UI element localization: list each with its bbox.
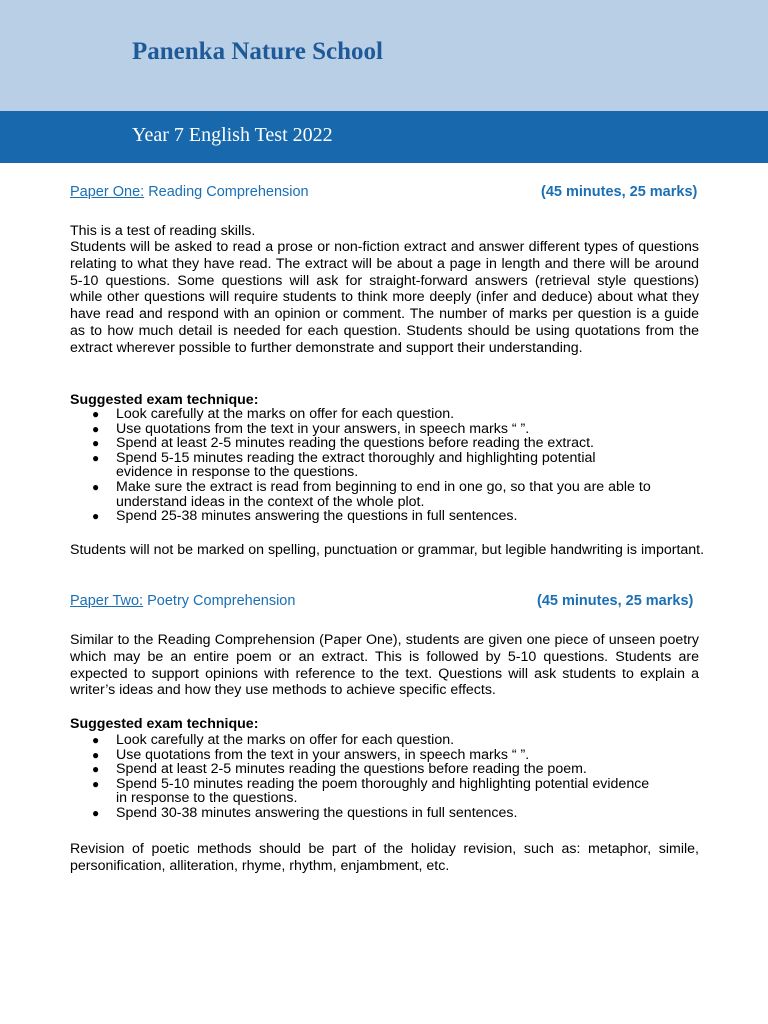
bullet-icon: ● — [92, 450, 100, 465]
test-title: Year 7 English Test 2022 — [132, 124, 333, 146]
list-item: ● Spend 5-15 minutes reading the extract thoroughly and highlighting potential evidence in response to the questions. — [92, 449, 596, 481]
list-item: ● Look carefully at the marks on offer for each question. — [92, 732, 455, 748]
list-item: ● Make sure the extract is read from beginning to end in one go, so that you are able to understand ideas in the context of the whole plot. — [92, 478, 651, 510]
paper-one-note: Students will not be marked on spelling, punctuation or grammar, but legible handwriting is important. — [70, 542, 705, 558]
list-item: ● Use quotations from the text in your answers, in speech marks “ ”. — [92, 746, 530, 763]
school-name: Panenka Nature School — [132, 38, 383, 65]
bullet-icon: ● — [92, 747, 100, 762]
bullet-icon: ● — [92, 762, 100, 777]
paper-two-meta: (45 minutes, 25 marks) — [537, 593, 694, 609]
bullet-icon: ● — [92, 776, 100, 791]
paper-one-intro: This is a test of reading skills. — [70, 223, 256, 239]
bullet-icon: ● — [92, 421, 100, 436]
paper-one-label: Paper One: — [70, 184, 145, 200]
bullet-icon: ● — [92, 509, 100, 524]
paper-two-heading — [70, 593, 295, 609]
paper-one-meta: (45 minutes, 25 marks) — [541, 184, 698, 200]
paper-two-bullets — [70, 733, 676, 821]
paper-two-body: Similar to the Reading Comprehension (Paper One), students are given one piece of unseen poetry which may be an entire poem or an extract. This is followed by 5-10 questions. Students are expected to support opinions with reference to the text. Questions will ask students to explain a writer’s ideas and how they use methods to achieve specific effects. — [70, 632, 699, 699]
list-item: ● Spend 25-38 minutes answering the questions in full sentences. — [92, 508, 518, 525]
paper-one-body: Students will be asked to read a prose or non-fiction extract and answer different types of questions relating to what they have read. The extract will be about a page in length and there will be around 5-10 questions. Some questions will ask for straight-forward answers (retrieval style questions) while other questions will require students to think more deeply (infer and deduce) about what they have read and respond with an opinion or comment. The number of marks per question is a guide as to how much detail is needed for each question. Students should be using quotations from the extract wherever possible to further demonstrate and support their understanding. — [70, 239, 699, 356]
paper-two-revision: Revision of poetic methods should be part of the holiday revision, such as: metaphor, simile, personification, alliteration, rhyme, rhythm, enjambment, etc. — [70, 841, 699, 874]
paper-one-name: Reading Comprehension — [144, 184, 309, 200]
header-banner — [0, 0, 768, 111]
paper-one-technique-title: Suggested exam technique: — [70, 392, 259, 408]
paper-one-heading — [70, 184, 309, 200]
paper-two-technique-title: Suggested exam technique: — [70, 716, 259, 732]
bullet-icon: ● — [92, 436, 100, 451]
list-item: ● Use quotations from the text in your answers, in speech marks “ ”. — [92, 420, 530, 437]
paper-two-name: Poetry Comprehension — [143, 593, 296, 609]
list-item: ● Spend 30-38 minutes answering the questions in full sentences. — [92, 804, 518, 821]
bullet-icon: ● — [92, 407, 100, 421]
list-item: ● Spend at least 2-5 minutes reading the questions before reading the poem. — [92, 761, 587, 778]
bullet-icon: ● — [92, 479, 100, 494]
paper-two-label: Paper Two: — [70, 593, 144, 609]
title-band — [0, 111, 768, 163]
list-item: ● Look carefully at the marks on offer for each question. — [92, 406, 455, 422]
list-item: ● Spend at least 2-5 minutes reading the questions before reading the extract. — [92, 435, 594, 452]
list-item: ● Spend 5-10 minutes reading the poem thoroughly and highlighting potential evidence in response to the questions. — [92, 775, 650, 807]
paper-one-bullets — [70, 407, 676, 524]
bullet-icon: ● — [92, 733, 100, 747]
bullet-icon: ● — [92, 805, 100, 820]
